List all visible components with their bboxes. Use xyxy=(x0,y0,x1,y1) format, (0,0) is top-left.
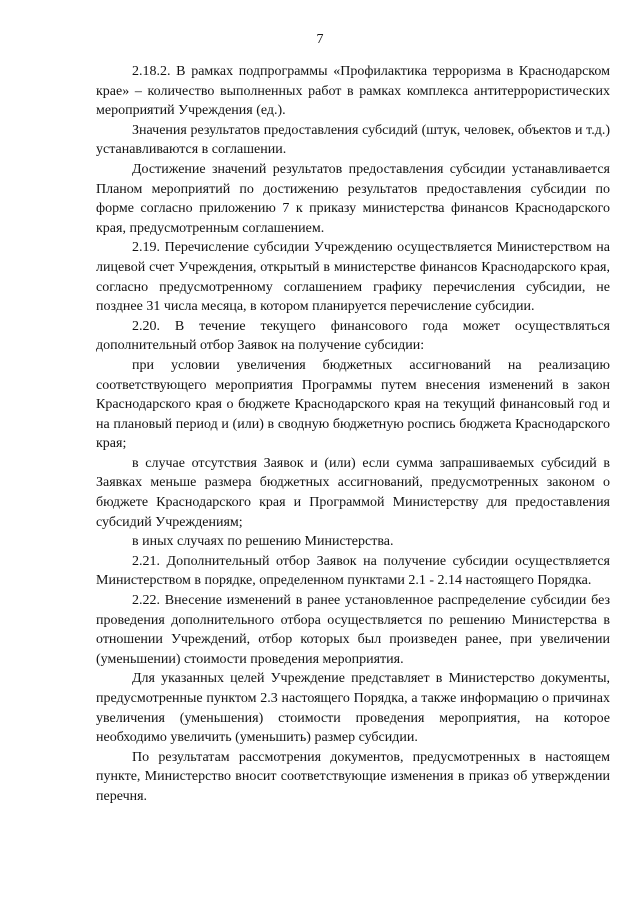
paragraph-no-applications: в случае отсутствия Заявок и (или) если сумма запрашиваемых субсидий в Заявках меньше размера бюджетных ассигнований, предусмотренных законом о бюджете Краснодарского края и Программой Министерству для предоставления субсидий Учреждениям; xyxy=(96,455,610,530)
paragraph-2-19: 2.19. Перечисление субсидии Учреждению осуществляется Министерством на лицевой счет Учреждения, открытый в министерстве финансов Краснодарского края, согласно предусмотренному соглашением графику перечисления субсидии, не позднее 31 числа месяца, в котором планируется перечисление субсидии. xyxy=(96,240,610,315)
paragraph-2-21: 2.21. Дополнительный отбор Заявок на получение субсидии осуществляется Министерством в порядке, определенном пунктами 2.1 - 2.14 настоящего Порядка. xyxy=(96,553,610,589)
paragraph-2-20: 2.20. В течение текущего финансового года может осуществляться дополнительный отбор Заявок на получение субсидии: xyxy=(96,318,610,354)
document-body xyxy=(96,62,610,807)
paragraph-budget-increase: при условии увеличения бюджетных ассигнований на реализацию соответствующего мероприятия Программы путем внесения изменений в закон Краснодарского края о бюджете Краснодарского края на текущий финансовый год и на плановый период и (или) в сводную бюджетную роспись бюджета Краснодарского края; xyxy=(96,357,610,452)
paragraph-documents: Для указанных целей Учреждение представляет в Министерство документы, предусмотренные пунктом 2.3 настоящего Порядка, а также информацию о причинах увеличения (уменьшения) стоимости проведения мероприятия, на которое необходимо увеличить (уменьшить) размер субсидии. xyxy=(96,671,610,746)
paragraph-other-cases: в иных случаях по решению Министерства. xyxy=(132,534,394,550)
paragraph-result-values: Значения результатов предоставления субсидий (штук, человек, объектов и т.д.) устанавливаются в соглашении. xyxy=(96,122,610,158)
paragraph-achievement: Достижение значений результатов предоставления субсидии устанавливается Планом мероприятий по достижению результатов предоставления субсидии по форме согласно приложению 7 к приказу министерства финансов Краснодарского края, предусмотренным соглашением. xyxy=(96,161,610,236)
paragraph-2-18-2: 2.18.2. В рамках подпрограммы «Профилактика терроризма в Краснодарском крае» – количество выполненных работ в рамках комплекса антитеррористических мероприятий Учреждения (ед.). xyxy=(96,64,610,119)
page-number: 7 xyxy=(316,32,324,47)
paragraph-review-results: По результатам рассмотрения документов, предусмотренных в настоящем пункте, Министерство вносит соответствующие изменения в приказ об утверждении перечня. xyxy=(96,749,610,804)
paragraph-2-22: 2.22. Внесение изменений в ранее установленное распределение субсидии без проведения дополнительного отбора осуществляется по решению Министерства в отношении Учреждений, отбор которых был произведен ранее, при увеличении (уменьшении) стоимости проведения мероприятия. xyxy=(96,593,610,667)
